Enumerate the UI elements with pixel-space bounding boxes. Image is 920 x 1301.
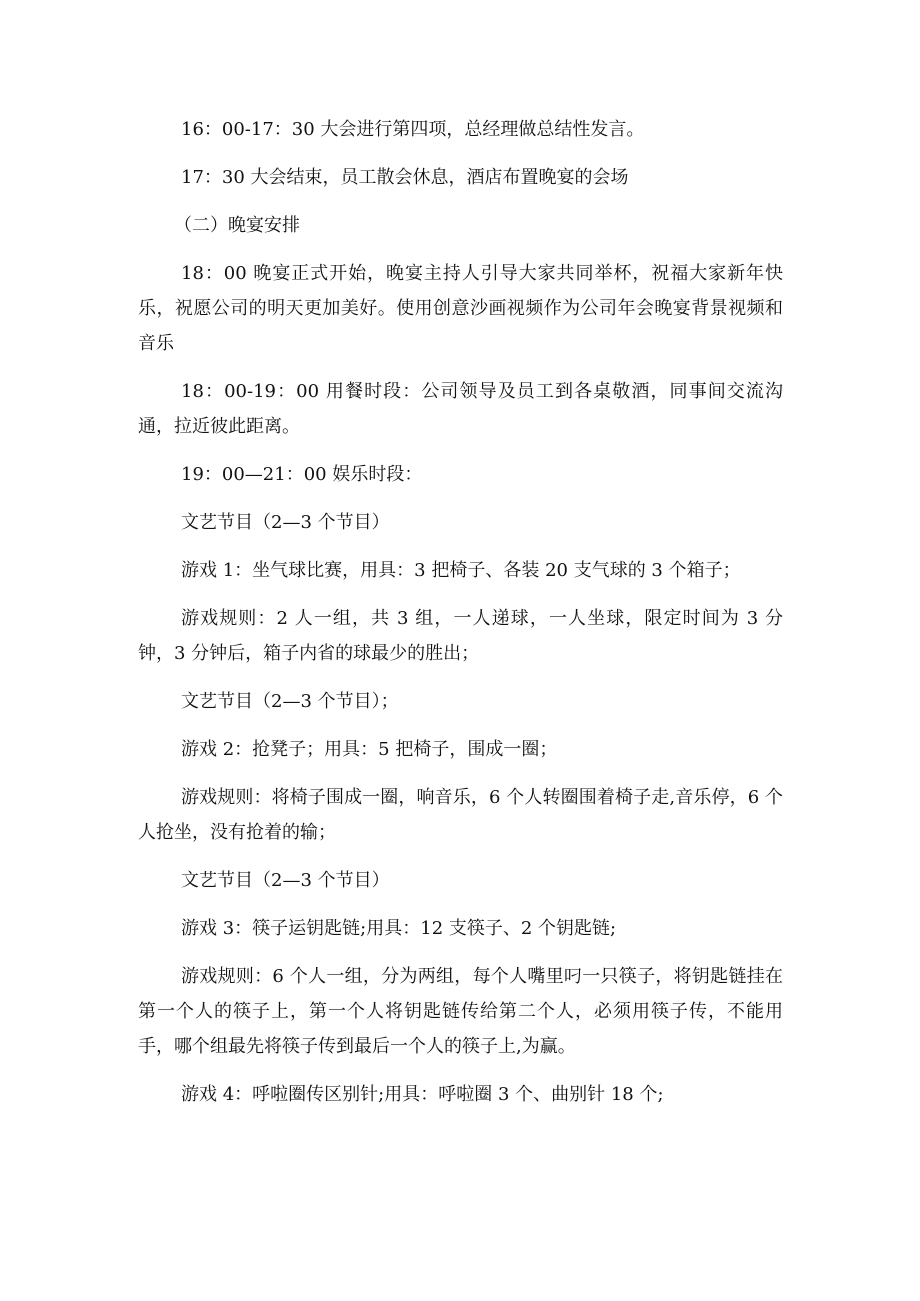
paragraph-game-1: 游戏 1：坐气球比赛，用具：3 把椅子、各装 20 支气球的 3 个箱子； (181, 560, 741, 581)
paragraph-game-2-rules: 游戏规则：将椅子围成一圈，响音乐，6 个人转圈围着椅子走,音乐停，6 个人抢坐，没有抢着的输； (138, 787, 783, 843)
paragraph-meeting-end: 17：30 大会结束，员工散会休息，酒店布置晚宴的会场 (181, 167, 629, 188)
paragraph-entertainment-time: 19：00—21：00 娱乐时段： (181, 464, 423, 485)
paragraph-game-1-rules: 游戏规则：2 人一组，共 3 组，一人递球，一人坐球，限定时间为 3 分钟，3 分钟后，箱子内省的球最少的胜出； (138, 608, 783, 664)
paragraph-performance-1: 文艺节目（2—3 个节目） (181, 512, 390, 533)
paragraph-meeting-summary: 16：00-17：30 大会进行第四项，总经理做总结性发言。 (181, 119, 645, 140)
paragraph-game-3: 游戏 3：筷子运钥匙链;用具：12 支筷子、2 个钥匙链; (181, 918, 617, 939)
paragraph-dinner-time: 18：00-19：00 用餐时段：公司领导及员工到各桌敬酒，同事间交流沟通，拉近彼此距离。 (138, 381, 783, 437)
paragraph-game-3-rules: 游戏规则：6 个人一组，分为两组，每个人嘴里叼一只筷子，将钥匙链挂在第一个人的筷子上，第一个人将钥匙链传给第二个人，必须用筷子传，不能用手，哪个组最先将筷子传到最后一个人的筷子上,为赢。 (138, 966, 783, 1057)
paragraph-performance-2: 文艺节目（2—3 个节目）； (181, 691, 399, 712)
paragraph-game-2: 游戏 2：抢凳子；用具：5 把椅子，围成一圈； (181, 739, 558, 760)
document-body (138, 112, 783, 1125)
paragraph-game-4: 游戏 4：呼啦圈传区别针;用具：呼啦圈 3 个、曲别针 18 个; (181, 1084, 664, 1105)
paragraph-performance-3: 文艺节目（2—3 个节目） (181, 870, 390, 891)
paragraph-banquet-start: 18：00 晚宴正式开始，晚宴主持人引导大家共同举杯，祝福大家新年快乐，祝愿公司的明天更加美好。使用创意沙画视频作为公司年会晚宴背景视频和音乐 (138, 263, 783, 354)
section-heading-banquet: （二）晚宴安排 (174, 215, 300, 236)
